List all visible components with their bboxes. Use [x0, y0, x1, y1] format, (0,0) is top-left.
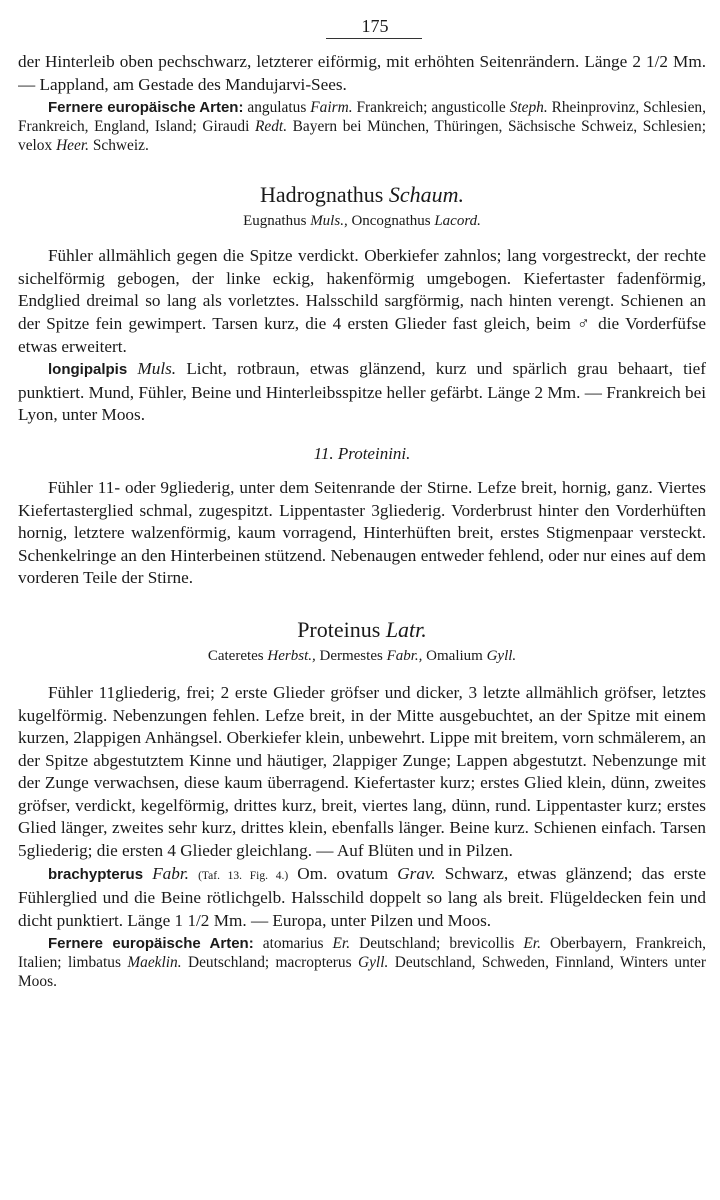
- genus-description: Fühler 11gliederig, frei; 2 erste Glieder gröfser und dicker, 3 letzte allmählich gröfser, letztes kugelförmig. Nebenzungen fehlen. Lefze breit, in der Mitte ausgebuchtet, an der Spitze mit einem kurzen, 2lappigen Anhängsel. Oberkiefer klein, unbewehrt. Lippe mit breitem, vorn schmälerem, an der Spitze abgestutztem Kinne und häutiger, 2lappiger Zunge; Lappen abgestutzt. Nebenzunge mit der Zunge verwachsen, diese kaum überragend. Kiefertaster kurz; erstes Glied klein, dünn, zweites gröfser, verdickt, kegelförmig, drittes kurz, breit, viertes lang, dünn, rund. Lippentaster kurz; erstes Glied länger, zweites sehr kurz, drittes klein, ebenfalls länger. Beine kurz. Schienen einfach. Tarsen 5gliederig; die ersten 4 Glieder gleichlang. — Auf Blüten und in Pilzen.: [18, 682, 706, 861]
- synonym-name: Omalium: [426, 647, 483, 664]
- tribe-description: Fühler 11- oder 9gliederig, unter dem Seitenrande der Stirne. Lefze breit, hornig, ganz. Viertes Kiefertasterglied schmal, zugespitzt. Lippentaster 3gliederig. Vorderbrust hinter den Vorderhüften hornig, letztere walzenförmig, kaum vorragend, Hinterhüften breit, erstes Stigmenpaar versteckt. Schenkelringe an den Hinterbeinen stützend. Nebenaugen entweder fehlend, oder nur eines auf dem vorderen Teile der Stirne.: [18, 477, 706, 588]
- synonym-author: Fabr.,: [386, 647, 423, 664]
- species-author: Heer.: [56, 137, 89, 155]
- species-name: brevicollis: [449, 935, 515, 953]
- species-locality: Deutschland;: [187, 954, 270, 972]
- genus-name: Hadrognathus: [259, 182, 384, 208]
- synonym-name: Dermestes: [319, 647, 383, 664]
- genus-name: Proteinus: [297, 616, 381, 642]
- species-name: velox: [18, 137, 53, 155]
- page-number-rule: [326, 38, 422, 39]
- species-name: Giraudi: [202, 118, 250, 136]
- species-author: Er.: [332, 935, 351, 953]
- plate-reference: (Taf. 13. Fig. 4.): [198, 869, 289, 882]
- species-paragraph: [18, 863, 706, 933]
- species-locality: Rheinprovinz, Schlesien, Frankreich, England, Island;: [18, 99, 706, 136]
- species-author: Maeklin.: [127, 954, 182, 972]
- species-name: longipalpis: [48, 361, 128, 379]
- species-locality: Bayern bei München, Thüringen, Sächsische Schweiz, Schlesien;: [292, 118, 706, 136]
- synonym-name: Oncognathus: [351, 213, 431, 230]
- species-author: Fabr.: [152, 863, 189, 883]
- species-name: macropterus: [275, 954, 352, 972]
- genus-synonyms: Eugnathus Muls., Oncognathus Lacord.: [243, 213, 481, 230]
- synonym-author: Grav.: [397, 863, 436, 883]
- species-name: brachypterus: [48, 865, 144, 883]
- genus-author: Schaum.: [388, 182, 465, 208]
- species-author: Fairm.: [310, 99, 353, 117]
- further-species-paragraph: [18, 98, 706, 155]
- species-locality: Oberbayern, Frankreich, Italien;: [18, 935, 706, 972]
- species-author: Muls.: [137, 359, 177, 379]
- page-number: 175: [361, 16, 389, 36]
- genus-synonyms: [18, 646, 706, 666]
- species-description: Schwarz, etwas glänzend; das erste Fühlerglied und die Beine rötlichgelb. Halsschild doppelt so lang als breit. Flügeldecken fein und dicht punktiert. Länge 1 1/2 Mm. — Europa, unter Pilzen und Moos.: [18, 863, 706, 930]
- species-paragraph: [18, 358, 706, 427]
- synonym-name: Eugnathus: [243, 213, 307, 230]
- species-author: Gyll.: [357, 954, 389, 972]
- species-name: limbatus: [67, 954, 121, 972]
- species-name: angulatus: [247, 99, 307, 117]
- synonym-author: Gyll.: [486, 647, 517, 664]
- species-author: Redt.: [255, 118, 288, 136]
- species-locality: Frankreich;: [356, 99, 428, 117]
- synonym-author: Herbst.,: [267, 647, 316, 664]
- species-locality: Deutschland;: [359, 935, 441, 953]
- species-name: atomarius: [262, 935, 324, 953]
- document-page: [18, 14, 706, 1186]
- synonym-author: Lacord.: [434, 213, 481, 230]
- species-description: Licht, rotbraun, etwas glänzend, kurz und spärlich grau behaart, tief punktiert. Mund, Fühler, Beine und Hinterleibsspitze heller gefärbt. Länge 2 Mm. — Frankreich bei Lyon, unter Moos.: [18, 359, 706, 425]
- genus-description: Fühler allmählich gegen die Spitze verdickt. Oberkiefer zahnlos; lang vorgestreckt, der rechte sichelförmig gebogen, der linke eckig, hakenförmig umgebogen. Kiefertaster fadenförmig, Endglied dreimal so lang als vorletztes. Halsschild sargförmig, nach hinten verengt. Schienen an der Spitze fein gewimpert. Tarsen kurz, die 4 ersten Glieder fast gleich, beim ♂ die Vorderfüfse etwas erweitert.: [18, 246, 706, 356]
- genus-author: Latr.: [385, 616, 427, 642]
- synonym-name: Cateretes: [207, 647, 264, 664]
- synonym-author: Muls.: [310, 213, 344, 230]
- genus-heading: [18, 181, 706, 209]
- further-species-label: Fernere europäische Arten:: [48, 935, 254, 953]
- species-author: Steph.: [509, 99, 548, 117]
- further-species-label: Fernere europäische Arten:: [48, 99, 244, 117]
- synonym-name: Om. ovatum: [297, 863, 389, 883]
- tribe-heading: 11. Proteinini.: [313, 443, 411, 463]
- species-name: angusticolle: [431, 99, 506, 117]
- genus-heading: [18, 616, 706, 644]
- species-author: Er.: [523, 935, 541, 953]
- further-species-paragraph: [18, 934, 706, 991]
- continued-paragraph: der Hinterleib oben pechschwarz, letzterer eiförmig, mit erhöhten Seitenrändern. Länge 2 1/2 Mm. — Lappland, am Gestade des Mandujarvi-Sees.: [18, 52, 706, 94]
- species-locality: Schweiz.: [92, 137, 149, 155]
- species-locality: Deutschland, Schweden, Finnland, Winters unter Moos.: [18, 954, 706, 991]
